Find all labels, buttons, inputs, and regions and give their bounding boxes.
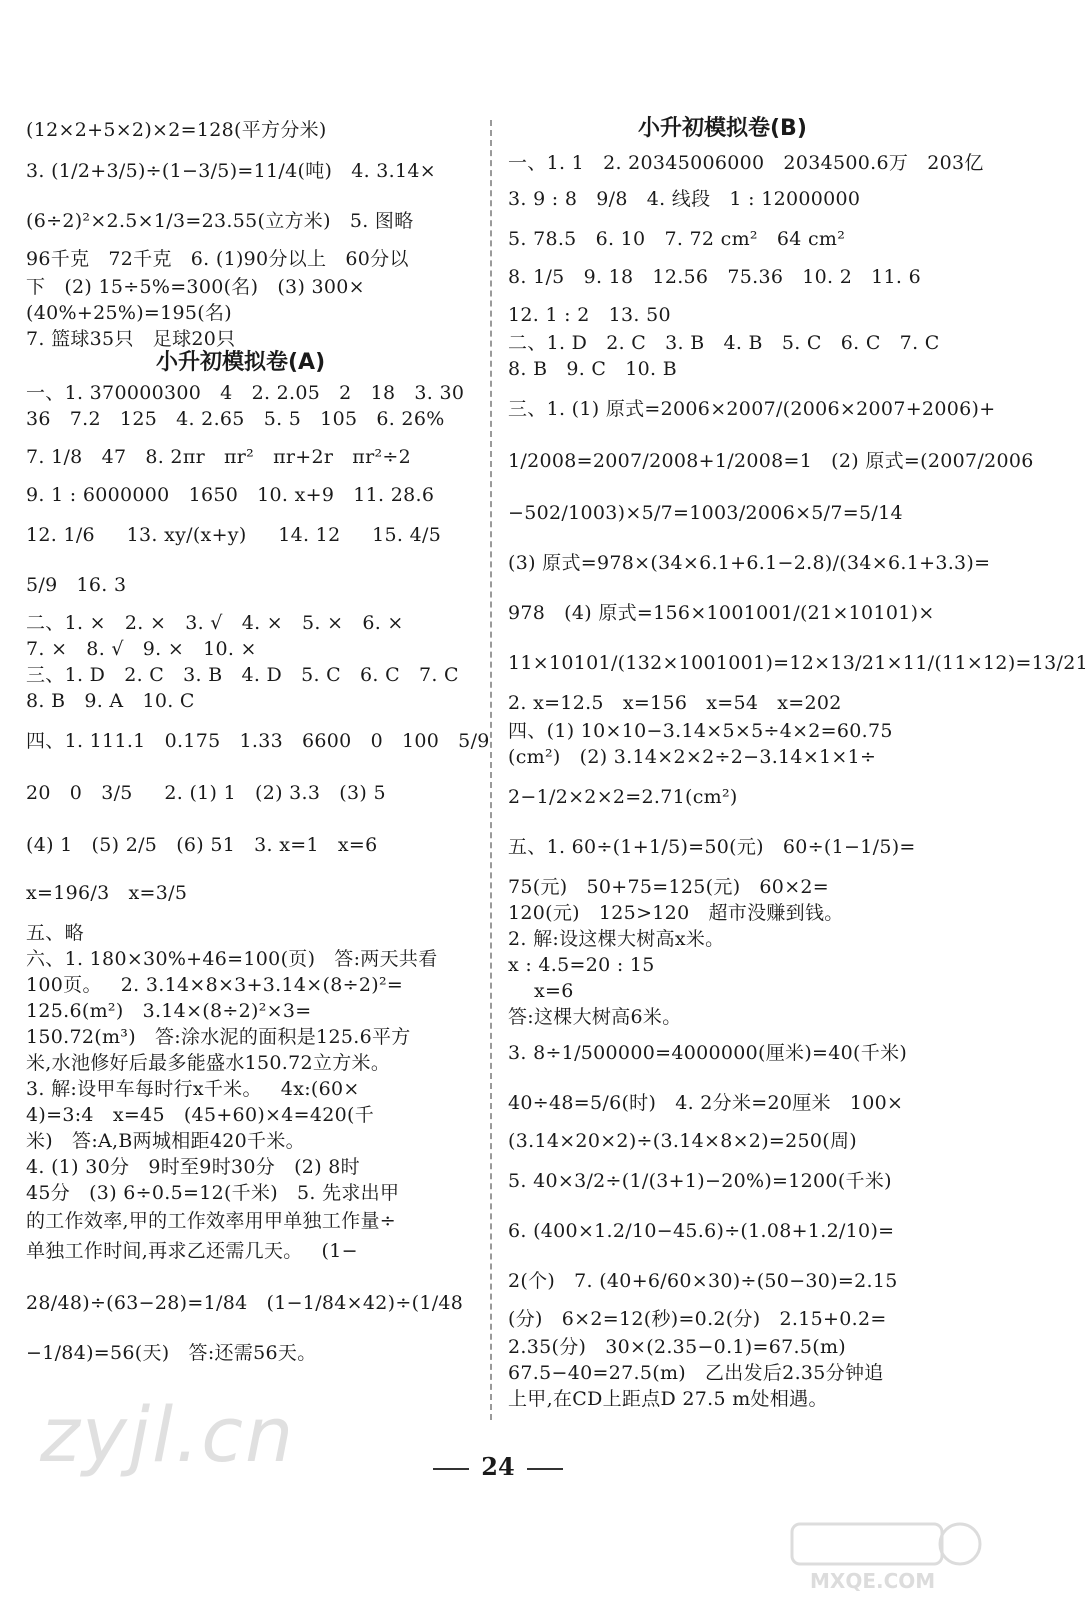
answer-line: 28/48)÷(63−28)=1/84 (1−1/84×42)÷(1/48 <box>26 1292 464 1314</box>
answer-line: 20 0 3/5 2. (1) 1 (2) 3.3 (3) 5 <box>26 782 386 804</box>
watermark-logo: zyjl.cn <box>40 1390 296 1479</box>
answer-line: 8. B 9. C 10. B <box>508 358 677 380</box>
answer-line: 96千克 72千克 6. (1)90分以上 60分以 <box>26 248 409 270</box>
answer-line: 米,水池修好后最多能盛水150.72立方米。 <box>26 1052 391 1074</box>
footer-dash-left <box>433 1468 469 1470</box>
answer-line: 下 (2) 15÷5%=300(名) (3) 300× <box>26 276 365 298</box>
answer-line: 六、1. 180×30%+46=100(页) 答:两天共看 <box>26 948 438 970</box>
answer-line: 答:这棵大树高6米。 <box>508 1006 682 1028</box>
answer-line: (cm²) (2) 3.14×2×2÷2−3.14×1×1÷ <box>508 746 877 768</box>
answer-line: (12×2+5×2)×2=128(平方分米) <box>26 119 327 141</box>
answer-line: −502/1003)×5/7=1003/2006×5/7=5/14 <box>508 502 903 524</box>
answer-line: (6÷2)²×2.5×1/3=23.55(立方米) 5. 图略 <box>26 210 414 232</box>
answer-line: 125.6(m²) 3.14×(8÷2)²×3= <box>26 1000 312 1022</box>
answer-line: 2. 解:设这棵大树高x米。 <box>508 928 725 950</box>
answer-line: 一、1. 370000300 4 2. 2.05 2 18 3. 30 <box>26 382 465 404</box>
answer-line: 4)=3:4 x=45 (45+60)×4=420(千 <box>26 1104 375 1126</box>
answer-line: 2(个) 7. (40+6/60×30)÷(50−30)=2.15 <box>508 1270 898 1292</box>
answer-line: x=6 <box>534 980 574 1002</box>
answer-line: 7. 1/8 47 8. 2πr πr² πr+2r πr²÷2 <box>26 446 411 468</box>
answer-line: 5. 78.5 6. 10 7. 72 cm² 64 cm² <box>508 228 846 250</box>
answer-line: 150.72(m³) 答:涂水泥的面积是125.6平方 <box>26 1026 411 1048</box>
page-number: 24 <box>481 1452 515 1481</box>
answer-line: 978 (4) 原式=156×1001001/(21×10101)× <box>508 602 935 624</box>
section-heading-b: 小升初模拟卷(B) <box>638 116 807 141</box>
answer-line: 二、1. D 2. C 3. B 4. B 5. C 6. C 7. C <box>508 332 940 354</box>
answer-line: 75(元) 50+75=125(元) 60×2= <box>508 876 830 898</box>
answer-line: 12. 1/6 13. xy/(x+y) 14. 12 15. 4/5 <box>26 524 442 546</box>
answer-line: 一、1. 1 2. 20345006000 2034500.6万 203亿 <box>508 152 984 174</box>
answer-line: 5/9 16. 3 <box>26 574 127 596</box>
answer-line: 四、1. 111.1 0.175 1.33 6600 0 100 5/9 <box>26 730 490 752</box>
answer-line: 120(元) 125>120 超市没赚到钱。 <box>508 902 844 924</box>
answer-line: 三、1. (1) 原式=2006×2007/(2006×2007+2006)+ <box>508 398 996 420</box>
answer-line: (40%+25%)=195(名) <box>26 302 233 324</box>
answer-line: 11×10101/(132×1001001)=12×13/21×11/(11×12)=13/21 <box>508 652 1088 674</box>
answer-line: 8. B 9. A 10. C <box>26 690 195 712</box>
answer-line: 3. 8÷1/500000=4000000(厘米)=40(千米) <box>508 1042 908 1064</box>
answer-line: 四、(1) 10×10−3.14×5×5÷4×2=60.75 <box>508 720 893 742</box>
answer-line: 上甲,在CD上距点D 27.5 m处相遇。 <box>508 1388 828 1410</box>
answer-line: 40÷48=5/6(时) 4. 2分米=20厘米 100× <box>508 1092 904 1114</box>
answer-line: 4. (1) 30分 9时至9时30分 (2) 8时 <box>26 1156 360 1178</box>
section-heading-a: 小升初模拟卷(A) <box>156 350 326 375</box>
answer-line: 2−1/2×2×2=2.71(cm²) <box>508 786 738 808</box>
answer-line: 3. (1/2+3/5)÷(1−3/5)=11/4(吨) 4. 3.14× <box>26 160 437 182</box>
answer-line: x : 4.5=20 : 15 <box>508 954 655 976</box>
answer-line: 8. 1/5 9. 18 12.56 75.36 10. 2 11. 6 <box>508 266 921 288</box>
answer-line: 的工作效率,甲的工作效率用甲单独工作量÷ <box>26 1210 396 1232</box>
watermark-stamp-logo <box>790 1520 990 1594</box>
answer-line: 5. 40×3/2÷(1/(3+1)−20%)=1200(千米) <box>508 1170 892 1192</box>
answer-line: 12. 1 : 2 13. 50 <box>508 304 671 326</box>
answer-line: 1/2008=2007/2008+1/2008=1 (2) 原式=(2007/2006 <box>508 450 1034 472</box>
answer-line: 2.35(分) 30×(2.35−0.1)=67.5(m) <box>508 1336 846 1358</box>
answer-line: 3. 解:设甲车每时行x千米。 4x:(60× <box>26 1078 360 1100</box>
answer-line: 7. 篮球35只 足球20只 <box>26 328 236 350</box>
answer-line: (4) 1 (5) 2/5 (6) 51 3. x=1 x=6 <box>26 834 378 856</box>
answer-line: (分) 6×2=12(秒)=0.2(分) 2.15+0.2= <box>508 1308 887 1330</box>
answer-line: (3.14×20×2)÷(3.14×8×2)=250(周) <box>508 1130 858 1152</box>
answer-line: 3. 9 : 8 9/8 4. 线段 1 : 12000000 <box>508 188 861 210</box>
column-divider <box>490 120 492 1420</box>
answer-line: 五、1. 60÷(1+1/5)=50(元) 60÷(1−1/5)= <box>508 836 916 858</box>
answer-line: 单独工作时间,再求乙还需几天。 (1− <box>26 1240 358 1262</box>
answer-line: x=196/3 x=3/5 <box>26 882 188 904</box>
answer-line: −1/84)=56(天) 答:还需56天。 <box>26 1342 317 1364</box>
answer-line: 45分 (3) 6÷0.5=12(千米) 5. 先求出甲 <box>26 1182 400 1204</box>
answer-line: 五、略 <box>26 922 84 944</box>
answer-line: 三、1. D 2. C 3. B 4. D 5. C 6. C 7. C <box>26 664 459 686</box>
answer-line: 二、1. × 2. × 3. √ 4. × 5. × 6. × <box>26 612 404 634</box>
answer-line: 9. 1 : 6000000 1650 10. x+9 11. 28.6 <box>26 484 435 506</box>
answer-line: 36 7.2 125 4. 2.65 5. 5 105 6. 26% <box>26 408 445 430</box>
answer-line: 米) 答:A,B两城相距420千米。 <box>26 1130 305 1152</box>
answer-line: 7. × 8. √ 9. × 10. × <box>26 638 257 660</box>
footer-dash-right <box>527 1468 563 1470</box>
answer-line: (3) 原式=978×(34×6.1+6.1−2.8)/(34×6.1+3.3)= <box>508 552 991 574</box>
watermark-stamp-text: MXQE.COM <box>810 1569 936 1593</box>
answer-line: 2. x=12.5 x=156 x=54 x=202 <box>508 692 842 714</box>
answer-line: 100页。 2. 3.14×8×3+3.14×(8÷2)²= <box>26 974 404 996</box>
answer-line: 67.5−40=27.5(m) 乙出发后2.35分钟追 <box>508 1362 884 1384</box>
answer-line: 6. (400×1.2/10−45.6)÷(1.08+1.2/10)= <box>508 1220 895 1242</box>
